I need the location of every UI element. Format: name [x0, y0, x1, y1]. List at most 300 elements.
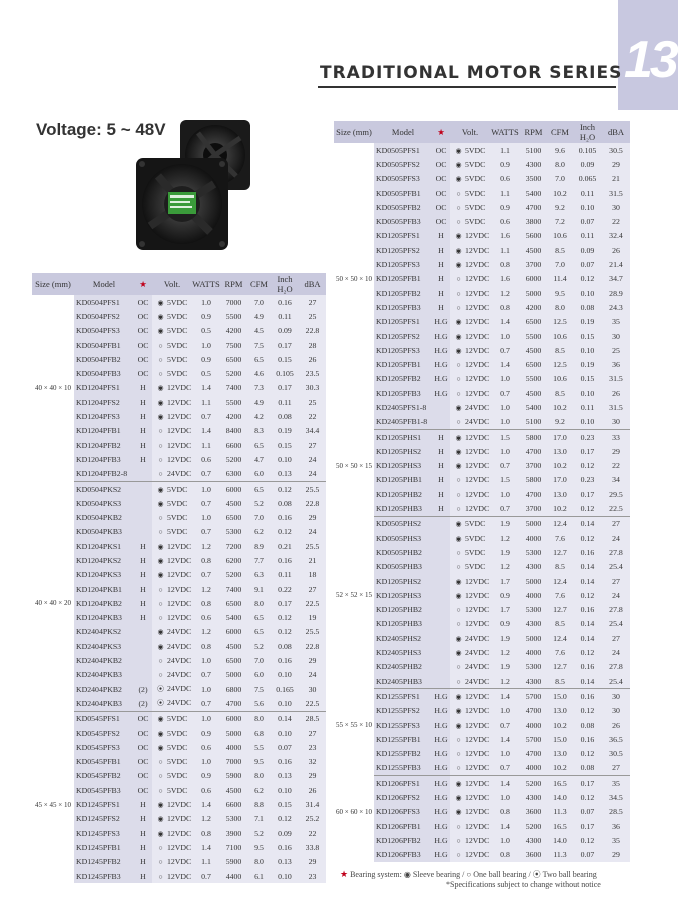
model-cell: KD1245PFS2	[74, 812, 134, 826]
watts-cell: 1.1	[192, 395, 220, 409]
size-cell	[334, 143, 374, 157]
table-row	[334, 560, 630, 574]
rpm-cell: 4500	[220, 639, 247, 653]
type-cell: OC	[134, 366, 152, 380]
watts-cell: 1.4	[490, 732, 520, 746]
watts-cell: 1.1	[490, 143, 520, 157]
sleeve-bearing-icon: ◉	[157, 398, 164, 407]
volt-cell	[152, 338, 192, 352]
rpm-cell: 6000	[520, 272, 547, 286]
model-cell: KD0504PKS3	[74, 496, 134, 510]
dba-cell: 24	[299, 525, 326, 539]
inch-cell: 0.16	[271, 840, 299, 854]
size-cell	[334, 674, 374, 689]
volt-value: 5VDC	[166, 326, 188, 336]
ball-bearing-icon: ○	[456, 361, 461, 370]
type-cell: OC	[134, 352, 152, 366]
size-cell	[32, 668, 74, 682]
size-cell: 55 × 55 × 10	[334, 718, 374, 732]
type-cell: OC	[432, 214, 450, 228]
volt-cell	[152, 869, 192, 883]
size-cell	[334, 574, 374, 588]
table-row	[32, 496, 326, 510]
ball-bearing-icon: ○	[158, 657, 163, 666]
cfm-cell: 9.6	[547, 143, 573, 157]
page-number: 13	[624, 31, 676, 89]
ball-bearing-icon: ○	[456, 606, 461, 615]
dba-cell: 19	[299, 611, 326, 625]
volt-cell	[450, 143, 490, 157]
sleeve-bearing-icon: ◉	[455, 591, 462, 600]
watts-cell: 0.6	[490, 172, 520, 186]
watts-cell: 1.1	[490, 243, 520, 257]
size-cell	[334, 660, 374, 674]
volt-cell	[152, 295, 192, 309]
right-spec-table	[334, 121, 630, 862]
volt-value: 12VDC	[166, 454, 192, 464]
watts-cell: 1.4	[490, 315, 520, 329]
cfm-cell: 12.7	[547, 545, 573, 559]
watts-cell: 0.6	[192, 740, 220, 754]
model-cell: KD1204PKS2	[74, 553, 134, 567]
rpm-cell: 4500	[520, 386, 547, 400]
volt-value: 12VDC	[464, 288, 490, 298]
dba-cell: 35	[602, 833, 630, 847]
ball-bearing-icon: ○	[456, 418, 461, 427]
volt-cell	[152, 424, 192, 438]
dba-cell: 25	[299, 395, 326, 409]
sleeve-bearing-icon: ◉	[455, 246, 462, 255]
volt-value: 24VDC	[464, 662, 490, 672]
watts-cell: 1.2	[490, 674, 520, 689]
dba-cell: 21.4	[602, 257, 630, 271]
ball-bearing-icon: ○	[456, 822, 461, 831]
cfm-cell: 11.3	[547, 848, 573, 862]
volt-cell	[152, 510, 192, 524]
volt-value: 12VDC	[166, 857, 192, 867]
sleeve-bearing-icon: ◉	[157, 542, 164, 551]
size-cell: 60 × 60 × 10	[334, 805, 374, 819]
dba-cell: 36	[602, 819, 630, 833]
cfm-cell: 8.5	[547, 243, 573, 257]
size-cell: 50 × 50 × 10	[334, 272, 374, 286]
volt-cell	[450, 357, 490, 371]
watts-cell: 0.7	[490, 459, 520, 473]
sleeve-bearing-icon: ◉	[157, 485, 164, 494]
volt-value: 12VDC	[166, 555, 192, 565]
sleeve-bearing-icon: ◉	[455, 794, 462, 802]
inch-cell: 0.165	[271, 682, 299, 696]
dba-cell: 32.4	[602, 229, 630, 243]
type-cell	[432, 545, 450, 559]
type-cell: H.G	[432, 357, 450, 371]
size-cell: 45 × 45 × 10	[32, 797, 74, 811]
table-header	[32, 273, 326, 295]
sleeve-bearing-icon: ◉	[455, 403, 462, 412]
type-cell: H	[432, 257, 450, 271]
ball-bearing-icon: ○	[456, 505, 461, 514]
ball-bearing-icon: ○	[456, 203, 461, 212]
model-cell: KD1205PHB2	[374, 487, 432, 501]
rpm-cell: 5800	[520, 429, 547, 444]
dba-cell: 30.5	[602, 746, 630, 760]
size-cell	[334, 516, 374, 531]
volt-value: 5VDC	[464, 174, 486, 184]
volt-cell	[450, 689, 490, 704]
watts-cell: 1.0	[490, 746, 520, 760]
table-row	[32, 755, 326, 769]
watts-cell: 0.9	[490, 617, 520, 631]
rpm-cell: 5700	[520, 732, 547, 746]
inch-cell: 0.09	[271, 826, 299, 840]
rpm-cell: 6500	[520, 315, 547, 329]
ball-bearing-icon: ○	[158, 772, 163, 781]
rpm-cell: 4700	[520, 444, 547, 458]
watts-cell: 1.1	[192, 855, 220, 869]
dba-cell: 25.5	[299, 539, 326, 553]
volt-value: 12VDC	[464, 619, 490, 629]
type-cell: H	[134, 582, 152, 596]
watts-cell: 0.6	[192, 783, 220, 797]
rpm-cell: 5200	[220, 452, 247, 466]
cfm-cell: 10.2	[547, 501, 573, 516]
sleeve-bearing-icon: ◉	[157, 815, 164, 824]
volt-value: 12VDC	[464, 605, 490, 615]
type-cell: OC	[134, 726, 152, 740]
ball-bearing-icon: ○	[456, 476, 461, 485]
inch-cell: 0.22	[271, 582, 299, 596]
dba-cell: 25.5	[299, 625, 326, 639]
ball-bearing-icon: ○	[456, 620, 461, 629]
type-cell	[432, 588, 450, 602]
volt-cell	[152, 711, 192, 726]
volt-value: 5VDC	[166, 297, 188, 307]
volt-cell	[152, 452, 192, 466]
sleeve-bearing-icon: ◉	[455, 146, 462, 155]
volt-cell	[152, 409, 192, 423]
rpm-cell: 7500	[220, 338, 247, 352]
dba-cell: 27	[299, 295, 326, 309]
inch-cell: 0.12	[573, 501, 602, 516]
volt-value: 5VDC	[166, 498, 188, 508]
sleeve-bearing-icon: ◉	[157, 413, 164, 422]
watts-cell: 1.0	[490, 415, 520, 430]
inch-cell: 0.12	[573, 790, 602, 804]
model-cell: KD2404PKS3	[74, 639, 134, 653]
size-cell	[334, 243, 374, 257]
sleeve-bearing-icon: ◉	[455, 707, 462, 716]
inch-cell: 0.105	[573, 143, 602, 157]
inch-cell: 0.12	[573, 588, 602, 602]
cfm-cell: 8.8	[247, 797, 271, 811]
volt-value: 5VDC	[464, 159, 486, 169]
inch-cell: 0.10	[271, 668, 299, 682]
col-star: ★	[134, 273, 152, 295]
sleeve-bearing-icon: ◉	[455, 634, 462, 643]
sleeve-bearing-icon: ◉	[157, 312, 164, 321]
cfm-cell: 13.0	[547, 487, 573, 501]
volt-value: 12VDC	[464, 835, 490, 845]
model-cell: KD0504PFB1	[74, 338, 134, 352]
watts-cell: 1.0	[490, 400, 520, 414]
volt-cell	[152, 696, 192, 711]
rpm-cell: 7400	[220, 582, 247, 596]
rpm-cell: 6200	[220, 553, 247, 567]
type-cell	[432, 415, 450, 430]
table-row	[32, 726, 326, 740]
type-cell	[432, 674, 450, 689]
model-cell: KD0545PFB1	[74, 755, 134, 769]
type-cell: OC	[432, 172, 450, 186]
inch-cell: 0.17	[573, 776, 602, 791]
dba-cell: 26	[602, 718, 630, 732]
cfm-cell: 8.5	[547, 674, 573, 689]
type-cell: OC	[432, 186, 450, 200]
rpm-cell: 7100	[220, 840, 247, 854]
type-cell: H	[134, 409, 152, 423]
watts-cell: 1.0	[192, 510, 220, 524]
table-row	[334, 660, 630, 674]
type-cell: H.G	[432, 833, 450, 847]
dba-cell: 25.4	[602, 560, 630, 574]
volt-value: 24VDC	[166, 469, 192, 479]
size-cell	[334, 315, 374, 329]
watts-cell: 1.2	[490, 645, 520, 659]
type-cell: H	[432, 243, 450, 257]
type-cell: H	[432, 487, 450, 501]
watts-cell: 0.6	[192, 452, 220, 466]
rpm-cell: 3900	[220, 826, 247, 840]
dba-cell: 34.7	[602, 272, 630, 286]
watts-cell: 1.4	[490, 357, 520, 371]
sleeve-bearing-icon: ◉	[455, 779, 462, 788]
col-dba: dBA	[602, 121, 630, 143]
table-row	[334, 172, 630, 186]
model-cell: KD0505PHS3	[374, 531, 432, 545]
volt-cell	[450, 229, 490, 243]
model-cell: KD1205PFB1	[374, 357, 432, 371]
rpm-cell: 4000	[520, 718, 547, 732]
volt-value: 24VDC	[166, 698, 192, 708]
table-row	[334, 603, 630, 617]
table-row	[334, 689, 630, 704]
rpm-cell: 4000	[520, 761, 547, 776]
size-cell	[32, 324, 74, 338]
volt-value: 12VDC	[166, 800, 192, 810]
dba-cell: 28	[299, 338, 326, 352]
watts-cell: 1.0	[192, 338, 220, 352]
volt-cell	[152, 352, 192, 366]
type-cell: H	[134, 797, 152, 811]
model-cell: KD2405PFS1-8	[374, 400, 432, 414]
type-cell: OC	[432, 143, 450, 157]
watts-cell: 0.5	[192, 366, 220, 380]
table-row	[32, 826, 326, 840]
inch-cell: 0.11	[271, 309, 299, 323]
sleeve-bearing-icon: ◉	[455, 447, 462, 456]
watts-cell: 0.7	[192, 668, 220, 682]
watts-cell: 1.4	[192, 840, 220, 854]
two-ball-bearing-icon: ⦿	[157, 685, 164, 694]
cfm-cell: 6.5	[247, 481, 271, 496]
volt-cell	[450, 315, 490, 329]
type-cell: OC	[134, 769, 152, 783]
watts-cell: 1.1	[490, 186, 520, 200]
model-cell: KD0504PKB2	[74, 510, 134, 524]
model-cell: KD1206PFS3	[374, 805, 432, 819]
size-cell	[334, 400, 374, 414]
type-cell: H.G	[432, 704, 450, 718]
cfm-cell: 6.3	[247, 568, 271, 582]
watts-cell: 0.7	[490, 343, 520, 357]
rpm-cell: 5200	[220, 568, 247, 582]
size-cell	[32, 826, 74, 840]
volt-value: 12VDC	[464, 360, 490, 370]
table-row	[334, 718, 630, 732]
inch-cell: 0.19	[573, 357, 602, 371]
watts-cell: 1.1	[192, 438, 220, 452]
watts-cell: 0.5	[192, 324, 220, 338]
model-cell: KD0505PFB1	[374, 186, 432, 200]
cfm-cell: 5.2	[247, 639, 271, 653]
watts-cell: 1.0	[192, 295, 220, 309]
table-row	[334, 531, 630, 545]
dba-cell: 24	[602, 645, 630, 659]
inch-cell: 0.16	[271, 510, 299, 524]
dba-cell: 31.4	[299, 797, 326, 811]
size-cell	[32, 726, 74, 740]
sleeve-bearing-icon: ◉	[157, 743, 164, 752]
table-row	[32, 438, 326, 452]
cfm-cell: 10.6	[547, 229, 573, 243]
cfm-cell: 10.6	[547, 372, 573, 386]
type-cell: H	[432, 229, 450, 243]
dba-cell: 27	[299, 582, 326, 596]
volt-cell	[152, 309, 192, 323]
cfm-cell: 9.5	[247, 840, 271, 854]
ball-bearing-icon: ○	[456, 548, 461, 557]
size-cell	[32, 366, 74, 380]
model-cell: KD1205PHB3	[374, 501, 432, 516]
volt-cell	[450, 848, 490, 862]
type-cell: OC	[432, 200, 450, 214]
dba-cell: 29	[602, 444, 630, 458]
ball-bearing-icon: ○	[158, 858, 163, 867]
rpm-cell: 5300	[220, 525, 247, 539]
dba-cell: 22.8	[299, 496, 326, 510]
table-row	[334, 473, 630, 487]
sleeve-bearing-icon: ◉	[157, 384, 164, 393]
size-cell	[334, 761, 374, 776]
left-spec-table	[32, 273, 326, 883]
volt-cell	[450, 473, 490, 487]
type-cell: H.G	[432, 761, 450, 776]
watts-cell: 1.9	[490, 660, 520, 674]
volt-cell	[450, 415, 490, 430]
volt-cell	[450, 400, 490, 414]
sleeve-bearing-icon: ◉	[157, 801, 164, 810]
model-cell: KD1204PFB3	[74, 452, 134, 466]
watts-cell: 1.6	[490, 229, 520, 243]
model-cell: KD1255PFS1	[374, 689, 432, 704]
inch-cell: 0.10	[573, 286, 602, 300]
table-row	[334, 415, 630, 430]
volt-cell	[152, 324, 192, 338]
inch-cell: 0.08	[573, 761, 602, 776]
volt-value: 5VDC	[166, 757, 188, 767]
two-ball-bearing-icon: ⦿	[532, 870, 541, 879]
table-row	[334, 186, 630, 200]
cfm-cell: 10.2	[547, 459, 573, 473]
size-cell	[32, 525, 74, 539]
type-cell: H	[134, 596, 152, 610]
model-cell: KD1245PFB3	[74, 869, 134, 883]
size-cell	[32, 869, 74, 883]
type-cell	[134, 467, 152, 482]
size-cell	[32, 338, 74, 352]
inch-cell: 0.16	[573, 732, 602, 746]
legend-sleeve: Sleeve bearing /	[412, 870, 465, 879]
model-cell: KD0505PFS3	[374, 172, 432, 186]
col-size: Size (mm)	[334, 121, 374, 143]
type-cell	[432, 645, 450, 659]
size-cell	[334, 617, 374, 631]
size-cell	[32, 769, 74, 783]
model-cell: KD1205PFS1	[374, 229, 432, 243]
watts-cell: 1.9	[490, 516, 520, 531]
inch-cell: 0.11	[573, 186, 602, 200]
dba-cell: 30	[602, 704, 630, 718]
size-cell	[334, 473, 374, 487]
dba-cell: 29	[299, 653, 326, 667]
type-cell: H	[134, 568, 152, 582]
volt-cell	[152, 438, 192, 452]
volt-cell	[450, 603, 490, 617]
inch-cell: 0.12	[271, 625, 299, 639]
size-cell: 50 × 50 × 15	[334, 459, 374, 473]
rpm-cell: 4700	[220, 696, 247, 711]
volt-cell	[152, 366, 192, 380]
cfm-cell: 6.5	[247, 611, 271, 625]
cfm-cell: 6.2	[247, 525, 271, 539]
volt-value: 5VDC	[166, 742, 188, 752]
volt-value: 12VDC	[166, 383, 192, 393]
size-cell	[32, 467, 74, 482]
table-row	[334, 300, 630, 314]
inch-cell: 0.16	[271, 553, 299, 567]
volt-cell	[450, 372, 490, 386]
inch-cell: 0.16	[573, 689, 602, 704]
dba-cell: 25.5	[299, 481, 326, 496]
inch-cell: 0.12	[271, 611, 299, 625]
volt-cell	[450, 214, 490, 228]
model-cell: KD1255PFS3	[374, 718, 432, 732]
rpm-cell: 4300	[520, 157, 547, 171]
cfm-cell: 8.0	[547, 300, 573, 314]
size-cell	[334, 186, 374, 200]
inch-cell: 0.10	[573, 343, 602, 357]
dba-cell: 29	[299, 510, 326, 524]
table-row	[32, 553, 326, 567]
table-row	[32, 324, 326, 338]
rpm-cell: 5000	[520, 516, 547, 531]
cfm-cell: 11.4	[547, 272, 573, 286]
dba-cell: 25	[299, 309, 326, 323]
volt-value: 12VDC	[464, 720, 490, 730]
model-cell: KD1206PFB3	[374, 848, 432, 862]
table-row	[32, 797, 326, 811]
table-row	[334, 704, 630, 718]
